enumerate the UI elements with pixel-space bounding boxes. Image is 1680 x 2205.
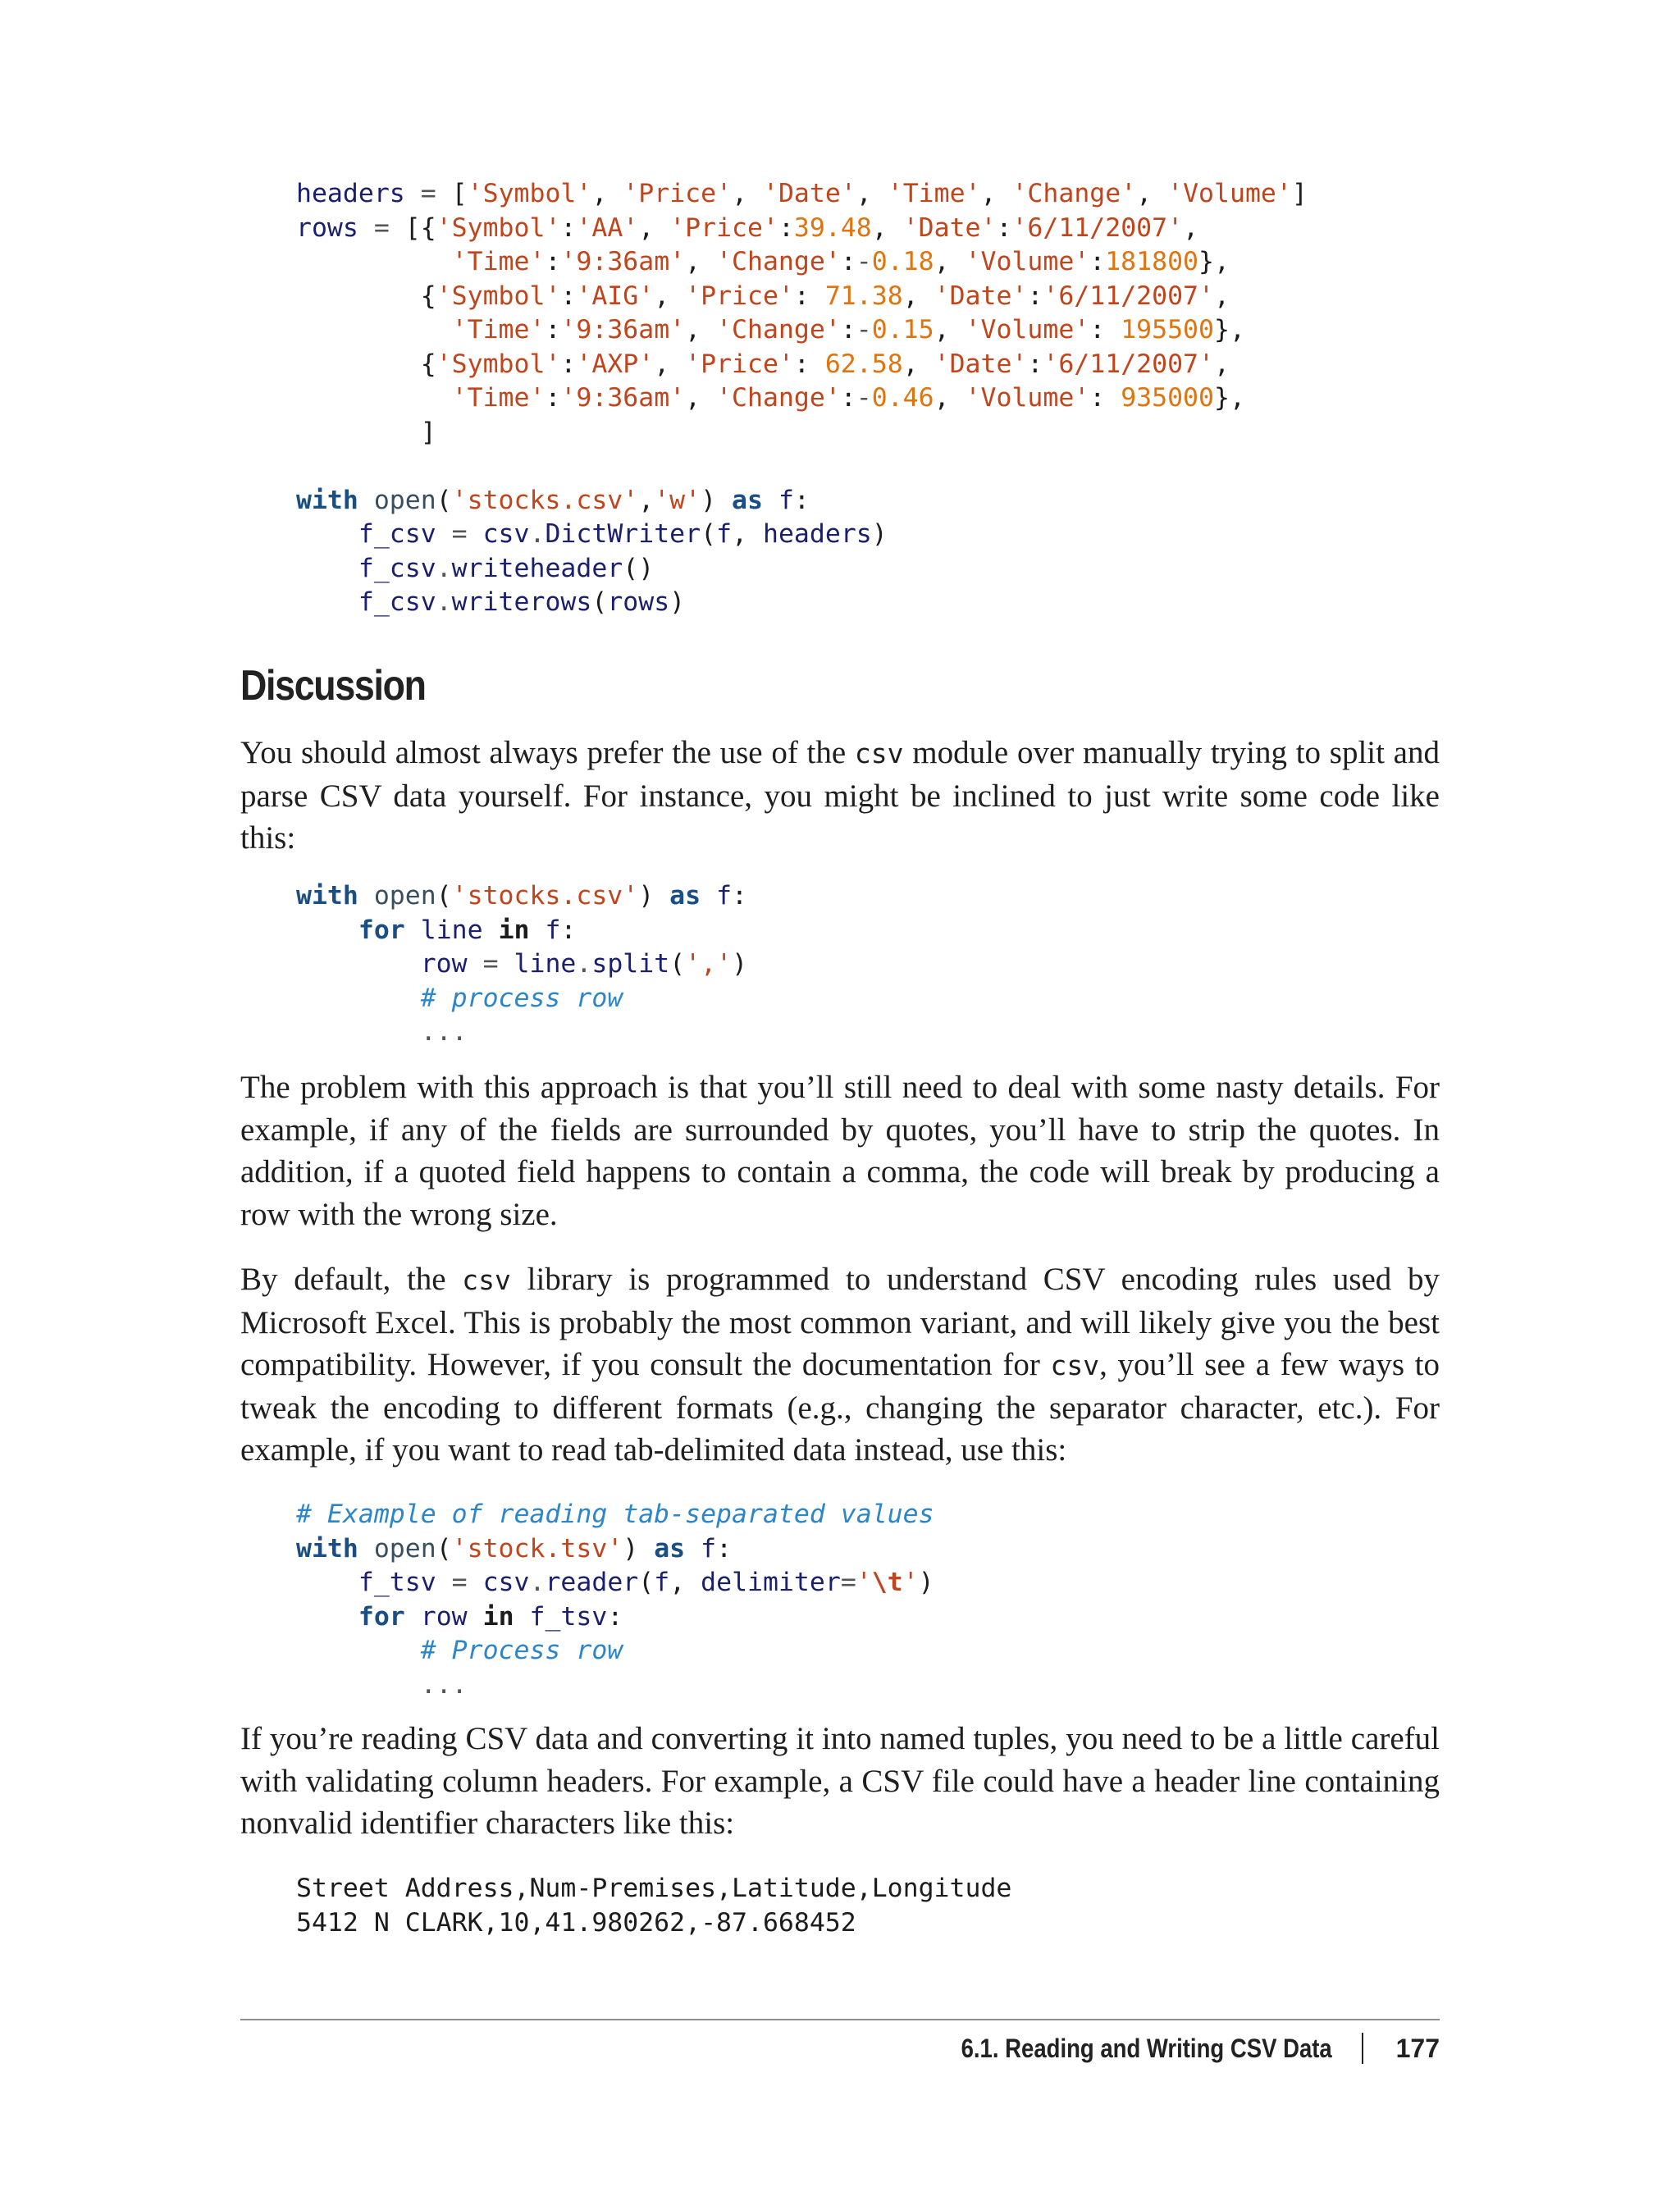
- code-block-write-csv: [296, 177, 1308, 620]
- code-line: for line in f:: [358, 915, 577, 945]
- paragraph-named-tuples: If you’re reading CSV data and converting it into named tuples, you need to be a little careful with validating column headers. For example, a CSV file could have a header line containing nonvalid identifier characters like this:: [240, 1721, 1440, 1841]
- code-line: {'Symbol':'AIG', 'Price': 71.38, 'Date':'6/11/2007',: [296, 281, 1230, 311]
- code-line: # Process row: [420, 1636, 623, 1665]
- code-line: ]: [296, 417, 436, 447]
- code-line: 'Time':'9:36am', 'Change':-0.15, 'Volume': 195500},: [451, 315, 1245, 345]
- paragraph-prefer-csv-module: You should almost always prefer the use of the csv module over manually trying to split and parse CSV data yourself. For instance, you might be inclined to just write some code like this:: [240, 735, 1440, 856]
- code-line: f_csv = csv.DictWriter(f, headers): [358, 519, 888, 549]
- code-line: [296, 450, 1308, 484]
- code-line: # process row: [420, 983, 623, 1013]
- inline-code-csv: csv: [854, 737, 904, 769]
- page-number: 177: [1395, 2033, 1440, 2063]
- code-line: with open('stocks.csv','w') as f:: [296, 485, 810, 515]
- section-heading: Discussion: [240, 662, 426, 710]
- code-line: 'Time':'9:36am', 'Change':-0.18, 'Volume':181800},: [451, 247, 1230, 276]
- code-line: with open('stock.tsv') as f:: [296, 1533, 733, 1564]
- code-line: f_csv.writeheader(): [358, 553, 655, 583]
- code-line: f_tsv = csv.reader(f, delimiter='\t'): [358, 1568, 934, 1597]
- code-line: # Example of reading tab-separated values: [296, 1500, 934, 1529]
- code-block-tab-separated: [296, 1498, 934, 1702]
- code-line: for row in f_tsv:: [358, 1601, 623, 1632]
- code-line: with open('stocks.csv') as f:: [296, 881, 748, 911]
- code-line: rows = [{'Symbol':'AA', 'Price':39.48, 'Date':'6/11/2007',: [296, 212, 1199, 243]
- paragraph-problem-approach: The problem with this approach is that you’ll still need to deal with some nasty details. For example, if any of the fields are surrounded by quotes, you’ll have to strip the quotes. In addition, if a quoted field happens to contain a comma, the code will break by producing a row with the wrong size.: [240, 1070, 1440, 1232]
- code-line: Street Address,Num-Premises,Latitude,Longitude: [296, 1874, 1012, 1903]
- code-block-split-lines: [296, 879, 747, 1050]
- code-line: 5412 N CLARK,10,41.980262,-87.668452: [296, 1907, 856, 1938]
- footer-section-title: 6.1. Reading and Writing CSV Data: [961, 2033, 1332, 2063]
- code-line: f_csv.writerows(rows): [358, 587, 686, 617]
- code-line: 'Time':'9:36am', 'Change':-0.46, 'Volume': 935000},: [451, 383, 1245, 413]
- code-line: ...: [420, 1669, 468, 1700]
- code-line: row = line.split(','): [420, 949, 748, 979]
- code-block-csv-header-example: [296, 1872, 1011, 1940]
- paragraph-default-excel: By default, the csv library is programmed to understand CSV encoding rules used by Microsoft Excel. This is probably the most common variant, and will likely give you the best compatibility. However, if you consult the documentation for csv, you’ll see a few ways to tweak the encoding to different formats (e.g., changing the separator character, etc.). For example, if you want to read tab-delimited data instead, use this:: [240, 1262, 1440, 1468]
- footer-rule: [240, 2019, 1440, 2020]
- inline-code-csv: csv: [462, 1264, 511, 1296]
- page-footer: [901, 2033, 1440, 2064]
- footer-separator: [1362, 2033, 1363, 2064]
- inline-code-csv: csv: [1050, 1349, 1100, 1381]
- code-line: ...: [420, 1017, 468, 1047]
- code-line: headers = ['Symbol', 'Price', 'Date', 'Time', 'Change', 'Volume']: [296, 179, 1308, 208]
- code-line: {'Symbol':'AXP', 'Price': 62.58, 'Date':'6/11/2007',: [296, 349, 1230, 379]
